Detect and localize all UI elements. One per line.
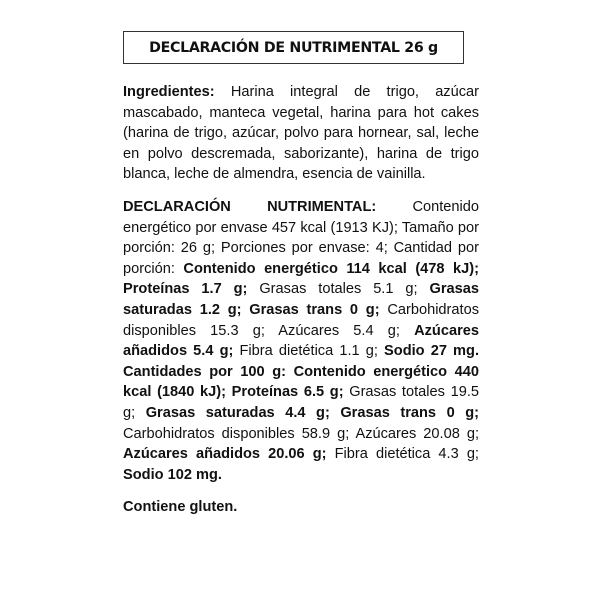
nutrition-text-bold: Sodio 102 mg. — [123, 466, 222, 483]
allergen-note: Contiene gluten. — [123, 499, 238, 516]
title-box — [123, 31, 464, 64]
nutrition-text: Contenido energético por envase 457 kcal (1913 KJ); Tamaño por porción: 26 g; Porciones por envase: 4; Cantidad por porción: — [123, 198, 480, 277]
page-title: DECLARACIÓN DE NUTRIMENTAL 26 g — [149, 39, 438, 56]
nutrition-text-bold: Azúcares añadidos 20.06 g; — [123, 446, 327, 463]
nutrition-text: Grasas totales 19.5 g; — [123, 384, 479, 421]
label-content — [123, 82, 479, 518]
ingredients-paragraph — [123, 82, 479, 185]
nutrition-text: Grasas totales 5.1 g; — [247, 281, 430, 298]
nutrition-declaration-paragraph — [123, 197, 479, 485]
nutrition-text-bold: Contenido energético 114 kcal (478 kJ); Proteínas 1.7 g; — [123, 260, 479, 298]
nutrition-text: Carbohidratos disponibles 15.3 g; Azúcares 5.4 g; — [123, 301, 479, 339]
nutrition-text-bold: Azúcares añadidos 5.4 g; — [123, 322, 479, 360]
nutrition-text-bold: Grasas saturadas 1.2 g; Grasas trans 0 g; — [123, 281, 479, 318]
nutrition-text: Fibra dietética 4.3 g; — [326, 446, 479, 463]
nutrition-text-bold: Sodio 27 mg. Cantidades por 100 g: Contenido energético 440 kcal (1840 kJ); Proteínas 6.5 g; — [123, 343, 479, 401]
ingredients-label: Ingredientes: — [123, 84, 215, 100]
nutrition-heading: DECLARACIÓN NUTRIMENTAL: — [123, 198, 377, 215]
ingredients-text: Harina integral de trigo, azúcar mascabado, manteca vegetal, harina para hot cakes (harina de trigo, azúcar, polvo para hornear, sal, leche en polvo descremada, saborizante), harina de trigo blanca, leche de almendra, esencia de vainilla. — [123, 84, 479, 183]
nutrition-text: Fibra dietética 1.1 g; — [233, 343, 385, 360]
nutrition-text-bold: Grasas saturadas 4.4 g; Grasas trans 0 g; — [145, 404, 479, 421]
nutrition-text: Carbohidratos disponibles 58.9 g; Azúcares 20.08 g; — [123, 425, 479, 442]
